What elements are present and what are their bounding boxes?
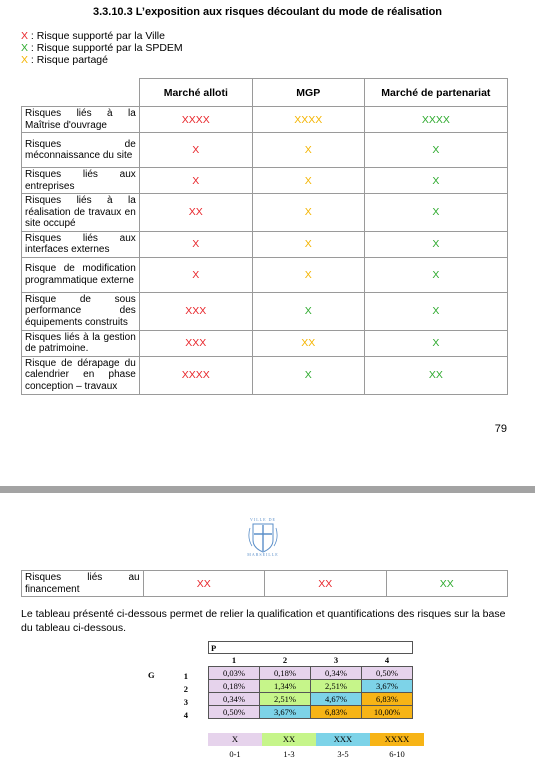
scale-range: 3-5 [337,749,349,759]
risk-value: X [252,257,364,292]
matrix-cell: 2,51% [260,693,311,706]
svg-text:VILLE DE: VILLE DE [250,517,276,522]
matrix-col-header: 3 [333,655,339,665]
risk-value: XXX [139,292,252,330]
risk-row [22,356,508,394]
risk-value: XXXX [364,107,507,133]
risk-value: X [139,133,252,168]
matrix-row [209,680,413,693]
scale-range: 0-1 [229,749,241,759]
risk-table-continued [21,570,508,597]
matrix-cell: 0,03% [209,667,260,680]
risk-label: Risques liés à la Maîtrise d'ouvrage [22,107,140,133]
matrix-cell: 1,34% [260,680,311,693]
risk-value: X [252,231,364,257]
risk-row [22,571,508,597]
risk-label: Risque de dérapage du calendrier en phase conception – travaux [22,356,140,394]
matrix-row-header: 3 [183,697,188,707]
matrix-cell: 0,34% [311,667,362,680]
risk-row [22,257,508,292]
legend-spdem: X : Risque supporté par la SPDEM [21,42,183,54]
legend-partage: X : Risque partagé [21,54,108,66]
scale-range: 6-10 [389,749,405,759]
svg-text:MARSEILLE: MARSEILLE [247,552,279,556]
risk-label: Risques de méconnaissance du site [22,133,140,168]
risk-label: Risques liés à la gestion de patrimoine. [22,330,140,356]
risk-row [22,168,508,194]
matrix-cell: 0,18% [260,667,311,680]
matrix-row-header: 1 [183,671,188,681]
col-header-mgp: MGP [252,79,364,107]
risk-value: X [364,257,507,292]
matrix-row [209,706,413,719]
col-header-partenariat: Marché de partenariat [364,79,507,107]
risk-value: X [252,133,364,168]
risk-value: XX [143,571,264,597]
risk-value: X [252,168,364,194]
risk-label: Risques liés aux interfaces externes [22,231,140,257]
risk-value: X [364,194,507,232]
matrix-cell: 4,67% [311,693,362,706]
risk-scale [208,733,424,759]
matrix-row [209,667,413,680]
matrix-g-label: G [148,670,155,680]
matrix-row-header: 4 [183,710,188,720]
risk-value: X [139,257,252,292]
matrix-cell: 3,67% [362,680,413,693]
matrix-p-label: P [209,642,413,654]
risk-value: X [364,292,507,330]
matrix-col-header: 4 [384,655,390,665]
risk-row [22,231,508,257]
risk-value: X [364,133,507,168]
risk-value: X [252,292,364,330]
risk-value: XXXX [139,356,252,394]
risk-value: XX [265,571,386,597]
section-heading: 3.3.10.3 L’exposition aux risques découlant du mode de réalisation [92,6,443,18]
matrix-cell: 2,51% [311,680,362,693]
page-separator [0,486,535,493]
risk-row [22,194,508,232]
intro-paragraph: Le tableau présenté ci-dessous permet de relier la qualification et quantifications des risques sur la base du tableau ci-dessous. [21,608,506,634]
risk-row [22,107,508,133]
risk-label: Risques liés à la réalisation de travaux en site occupé [22,194,140,232]
risk-row [22,330,508,356]
risk-value: X [364,168,507,194]
matrix-cell: 0,50% [362,667,413,680]
matrix-row [209,693,413,706]
risk-label: Risques liés aux entreprises [22,168,140,194]
risk-value: X [364,330,507,356]
matrix-row-header: 2 [183,684,188,694]
matrix-row-labels [168,670,188,722]
matrix-col-header: 2 [282,655,288,665]
matrix-cell: 0,50% [209,706,260,719]
marseille-seal-logo [244,516,282,556]
matrix-cell: 6,83% [311,706,362,719]
matrix-cell: 6,83% [362,693,413,706]
risk-row [22,133,508,168]
matrix-cell: 10,00% [362,706,413,719]
scale-chip: XX [262,733,316,746]
legend-ville: X : Risque supporté par la Ville [21,30,165,42]
risk-table [21,78,508,395]
matrix-col-header: 1 [231,655,237,665]
scale-chip: XXX [316,733,370,746]
risk-label: Risques liés au financement [22,571,144,597]
col-header-marche-alloti: Marché alloti [139,79,252,107]
risk-value: XXX [139,330,252,356]
risk-value: XX [252,330,364,356]
risk-value: X [252,194,364,232]
risk-row [22,292,508,330]
scale-chip: XXXX [370,733,424,746]
risk-value: X [252,356,364,394]
risk-value: XXXX [139,107,252,133]
risk-value: XX [364,356,507,394]
page-number: 79 [494,423,507,435]
risk-value: X [364,231,507,257]
matrix-cell: 0,18% [209,680,260,693]
risk-label: Risque de sous performance des équipements construits [22,292,140,330]
risk-value: XX [139,194,252,232]
matrix-cell: 0,34% [209,693,260,706]
scale-range: 1-3 [283,749,295,759]
risk-label: Risque de modification programmatique externe [22,257,140,292]
scale-chip: X [208,733,262,746]
risk-value: X [139,168,252,194]
risk-value: X [139,231,252,257]
matrix-cell: 3,67% [260,706,311,719]
risk-matrix [208,641,413,719]
risk-value: XX [386,571,508,597]
risk-value: XXXX [252,107,364,133]
